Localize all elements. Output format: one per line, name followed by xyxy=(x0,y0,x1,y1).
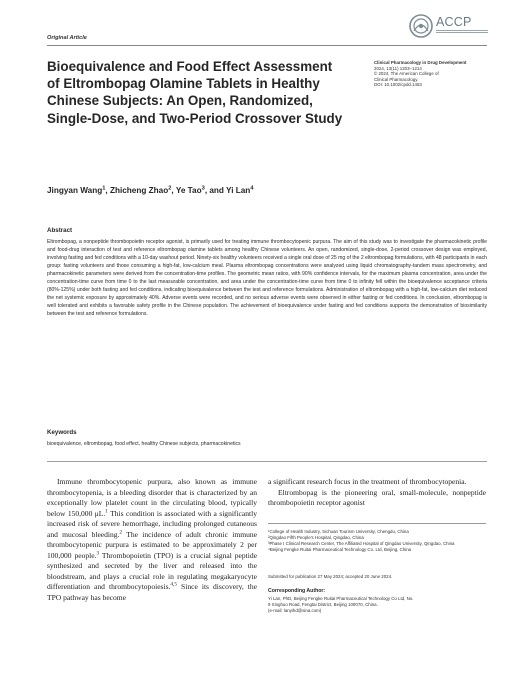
body-text: Thrombopoietin (TPO) is a crucial signal peptide synthesized and secreted by the liver and released into the bloodstream, and plays a crucial role in regulating megakaryocyte differentiation and thrombocytopoiesis. xyxy=(47,550,257,592)
footnote-rule xyxy=(268,523,486,524)
body-paragraph: a significant research focus in the treatment of thrombocytopenia. xyxy=(268,477,467,486)
affiliation-list xyxy=(268,529,486,553)
corresponding-author-email: (e-mail: lanyihd@sina.com) xyxy=(268,608,322,614)
affiliation-item: ¹College of Health Industry, Sichuan Tourism University, Chengdu, China xyxy=(268,529,409,534)
article-title: Bioequivalence and Food Effect Assessment of Eltrombopag Olamine Tablets in Healthy Chinese Subjects: An Open, Randomized, Single-Dose, and Two-Period Crossover Study xyxy=(47,59,343,126)
body-text: The incidence of adult chronic immune thrombocytopenic purpura is estimated to be approximately 2 per 100,000 people. xyxy=(47,529,257,560)
accp-logo-icon xyxy=(409,14,433,38)
author-affil-ref: 1 xyxy=(102,185,106,192)
body-text: Immune thrombocytopenic purpura, also known as immune thrombocytopenia, is a bleeding disorder that is characterized by an exceptionally low platelet count in the circulating blood, typically below 150,000 μL. xyxy=(47,477,257,518)
abstract-heading: Abstract xyxy=(47,227,73,234)
corresponding-author-line: 9 Xinghuo Road, Fengtai District, Beijing 100070, China. xyxy=(268,602,378,608)
affiliation-item: ²Qingdao Fifth People's Hospital, Qingdao, China xyxy=(268,535,364,541)
accp-logo xyxy=(409,12,489,40)
author-affil-ref: 2 xyxy=(168,185,172,192)
journal-meta xyxy=(374,60,486,88)
logo-tagline xyxy=(436,30,488,36)
citation-ref: 2 xyxy=(119,529,123,536)
citation-ref: 1 xyxy=(105,508,108,515)
journal-volume: 2024, 13(11) 1203–1214 xyxy=(374,65,422,71)
body-left-column xyxy=(47,477,257,604)
corresponding-author-heading: Corresponding Author: xyxy=(268,588,326,594)
author-name: Jingyan Wang xyxy=(47,186,103,195)
author-affil-ref: 3 xyxy=(201,185,205,192)
body-text: Since its discovery, the TPO pathway has become xyxy=(47,582,257,603)
citation-ref: 3 xyxy=(96,550,100,557)
author-name: Yi Lan xyxy=(226,186,251,195)
header-rule xyxy=(47,45,487,46)
abstract-text: Eltrombopag, a nonpeptide thrombopoietin receptor agonist, is primarily used for treating immune thrombocytopenic purpura. The aim of this study was to investigate the pharmacokinetic profile and food-drug interaction of test and reference eltrombopag olamine tablets among healthy Chinese volunteers. An open, randomized, single-dose, 2-period crossover design was employed, involving fasting and fed conditions with a 10-day washout period. Ninety-six healthy volunteers received a single oral dose of 25 mg of the 2 eltrombopag formulations, with 48 participants in each group: fasting volunteers and those consuming a high-fat, low-calcium meal. Plasma eltrombopag concentrations were analyzed using liquid chromatography-tandem mass spectrometry, and pharmacokinetic parameters were derived from the concentration-time profiles. The geometric mean ratios, with 90% confidence intervals, for the maximum plasma concentration, area under the concentration-time curve from time 0 to the last measurable concentration, and area under the concentration-time curve from time 0 to infinity fell within the bioequivalence acceptance criteria (80%-125%) under both fasting and fed conditions, indicating bioequivalence between the test and reference formulations. Administration of eltrombopag with a high-fat, low-calcium diet reduced the net systemic exposure by approximately 40%. Adverse events were recorded, and no serious adverse events were observed in either fasting or fed conditions. In conclusion, eltrombopag is well tolerated and exhibits a favorable safety profile in the Chinese population. The achievement of bioequivalence under fasting and fed conditions supports the demonstration of biosimilarity between the test and reference formulations. xyxy=(47,239,487,318)
affiliation-item: ³Phase I Clinical Research Center, The Affiliated Hospital of Qingdao University, Qingdao, China xyxy=(268,541,455,547)
journal-name: Clinical Pharmacology in Drug Development xyxy=(374,60,467,65)
keywords-text: bioequivalence, eltrombopag, food effect, healthy Chinese subjects, pharmacokinetics xyxy=(47,441,241,447)
affiliation-item: ⁴Beijing Fengke Ruitai Pharmaceutical Technology Co. Ltd, Beijing, China xyxy=(268,547,412,553)
section-divider xyxy=(47,461,487,462)
logo-acronym: ACCP xyxy=(436,15,472,29)
journal-copyright-holder: Clinical Pharmacology. xyxy=(374,76,419,82)
author-name: Ye Tao xyxy=(175,186,202,195)
body-text: This condition is associated with a significantly increased risk of severe hemorrhage, including prolonged cutaneous and mucosal bleeding. xyxy=(47,508,257,539)
author-affil-ref: 4 xyxy=(250,185,254,192)
keywords-heading: Keywords xyxy=(47,429,77,436)
body-right-column xyxy=(268,477,486,509)
journal-copyright: © 2024, The American College of xyxy=(374,71,439,76)
corresponding-author-details xyxy=(268,596,486,614)
body-paragraph: Eltrombopag is the pioneering oral, small-molecule, nonpeptide thrombopoietin receptor agonist xyxy=(268,487,486,508)
journal-doi: DOI: 10.1002/cpdd.1453 xyxy=(374,82,422,87)
author-list: Jingyan Wang$^1$, Zhicheng Zhao$^2$, Ye Tao$^3$, and Yi Lan$^4$ xyxy=(47,185,254,195)
corresponding-author-line: Yi Lan, PhD, Beijing Fengke Ruitai Pharmaceutical Technology Co Ltd, No. xyxy=(268,596,414,601)
citation-ref: 4,5 xyxy=(170,581,178,588)
author-name: Zhicheng Zhao xyxy=(109,186,169,195)
submission-dates: Submitted for publication 27 May 2024; accepted 20 June 2024. xyxy=(268,574,393,579)
article-type-label: Original Article xyxy=(47,35,87,41)
